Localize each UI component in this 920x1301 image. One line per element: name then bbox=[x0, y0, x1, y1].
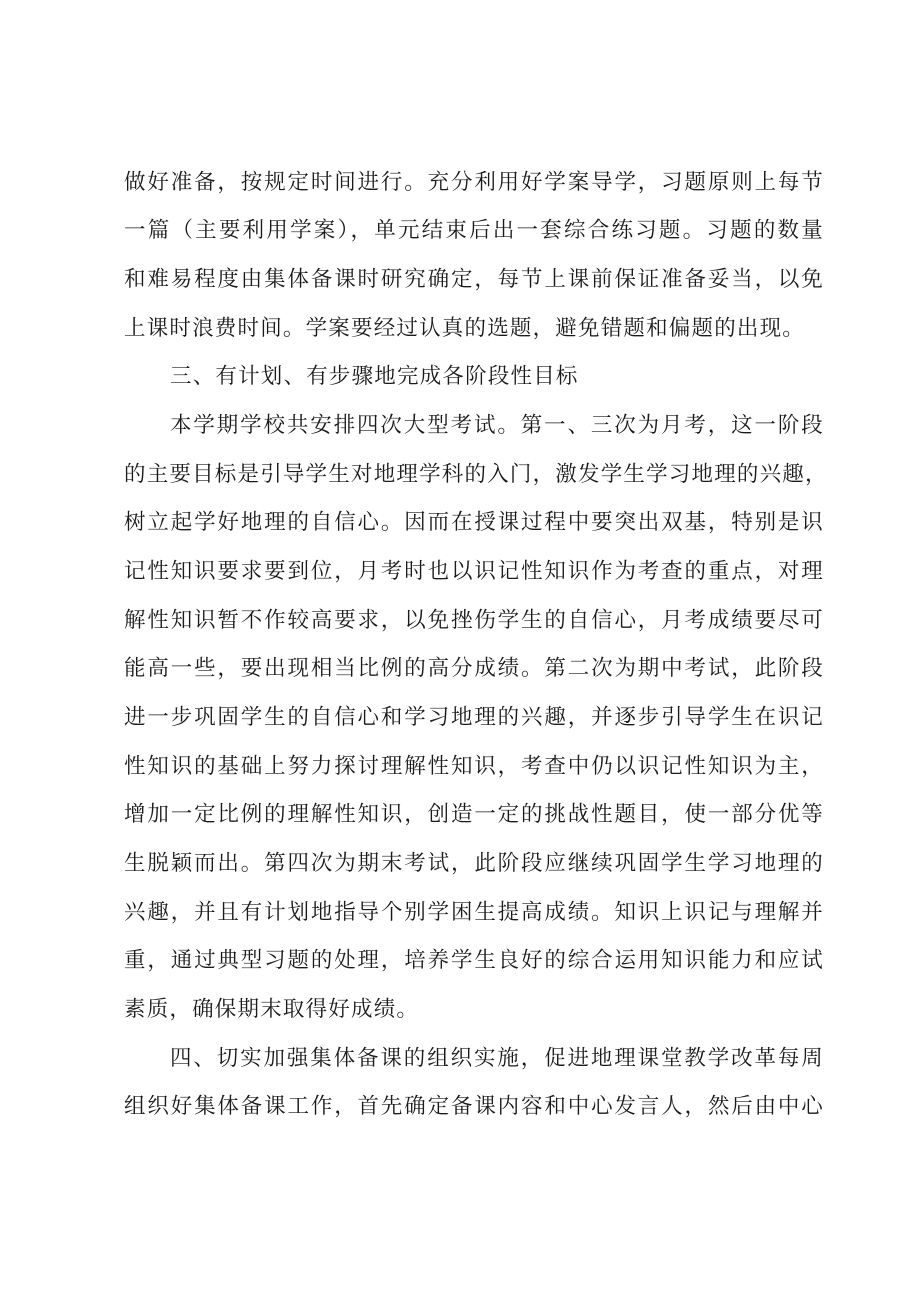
body-text-line: 的主要目标是引导学生对地理学科的入门，激发学生学习地理的兴趣， bbox=[124, 462, 828, 487]
body-text-line: 做好准备，按规定时间进行。充分利用好学案导学，习题原则上每节 bbox=[124, 170, 824, 195]
body-text-line: 增加一定比例的理解性知识，创造一定的挑战性题目，使一部分优等 bbox=[124, 802, 824, 827]
body-text-line: 记性知识要求要到位，月考时也以识记性知识作为考查的重点，对理 bbox=[124, 559, 824, 584]
body-text-line: 和难易程度由集体备课时研究确定，每节上课前保证准备妥当，以免 bbox=[124, 267, 824, 292]
body-text-line: 进一步巩固学生的自信心和学习地理的兴趣，并逐步引导学生在识记 bbox=[124, 705, 824, 730]
body-text-line: 兴趣，并且有计划地指导个别学困生提高成绩。知识上识记与理解并 bbox=[124, 900, 824, 925]
body-text-line: 性知识的基础上努力探讨理解性知识，考查中仍以识记性知识为主， bbox=[124, 754, 824, 779]
section-heading-4: 四、切实加强集体备课的组织实施，促进地理课堂教学改革每周 bbox=[170, 1046, 824, 1071]
section-heading-3: 三、有计划、有步骤地完成各阶段性目标 bbox=[170, 364, 579, 389]
body-text-line: 素质，确保期末取得好成绩。 bbox=[124, 997, 420, 1022]
body-text-line: 上课时浪费时间。学案要经过认真的选题，避免错题和偏题的出现。 bbox=[124, 316, 806, 341]
body-text-line: 能高一些，要出现相当比例的高分成绩。第二次为期中考试，此阶段 bbox=[124, 656, 824, 681]
body-text-line: 组织好集体备课工作，首先确定备课内容和中心发言人，然后由中心 bbox=[124, 1094, 824, 1119]
body-text-line: 生脱颖而出。第四次为期末考试，此阶段应继续巩固学生学习地理的 bbox=[124, 851, 824, 876]
body-text-line: 解性知识暂不作较高要求，以免挫伤学生的自信心，月考成绩要尽可 bbox=[124, 608, 824, 633]
body-text-line: 本学期学校共安排四次大型考试。第一、三次为月考，这一阶段 bbox=[170, 413, 824, 438]
body-text-line: 重，通过典型习题的处理，培养学生良好的综合运用知识能力和应试 bbox=[124, 948, 824, 973]
body-text-line: 树立起学好地理的自信心。因而在授课过程中要突出双基，特别是识 bbox=[124, 510, 824, 535]
body-text-line: 一篇（主要利用学案），单元结束后出一套综合练习题。习题的数量 bbox=[124, 218, 824, 243]
